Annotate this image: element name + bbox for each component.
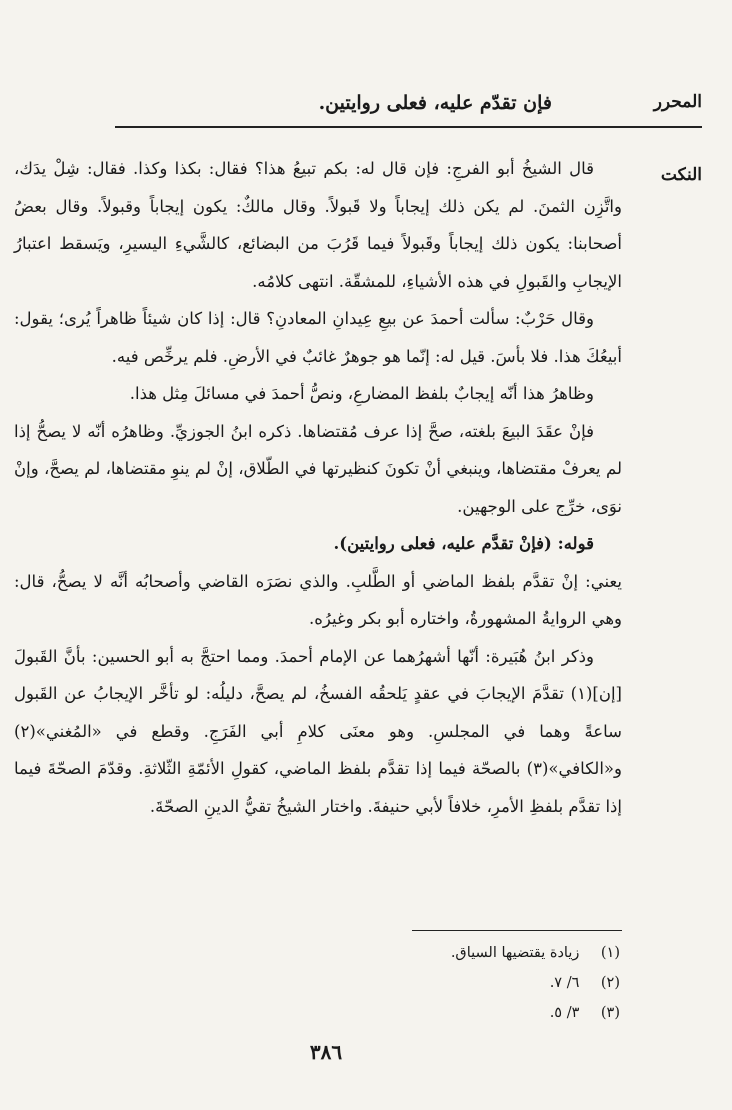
paragraph: وظاهرُ هذا أنّه إيجابٌ بلفظ المضارعِ، ونصُّ أحمدَ في مسائلَ مِثل هذا. [129, 384, 594, 403]
footnote-text: ٣/ ٥. [549, 1005, 580, 1021]
quoted-heading: قوله: (فإنْ تقدَّم عليه، فعلى روايتين). [333, 534, 594, 553]
footnote-rule [412, 930, 622, 931]
footnote-text: ٦/ ٧. [549, 975, 580, 991]
paragraph: فإنْ عقَدَ البيعَ بلغته، صحَّ إذا عرف مُقتضاها. ذكره ابنُ الجوزيِّ. وظاهرُه أنّه لا يصحُّ إذا لم يعرفْ مقتضاها، وينبغي أنْ تكونَ كنظيرتها في الطّلاق، إنْ لم ينوِ مقتضاها، لم يصحَّ، وإنْ نوَى، خرِّج على الوجهين. [14, 421, 622, 516]
footnote-number: (٣) [600, 1005, 620, 1021]
header-rule [115, 126, 702, 128]
side-commentary-label: النكت [660, 165, 702, 185]
footnotes [220, 938, 620, 1028]
header-matn-title: فإن تقدّم عليه، فعلى روايتين. [318, 92, 552, 114]
footnote-number: (١) [600, 945, 620, 961]
body-text [14, 150, 622, 825]
header-book-label: المحرر [653, 92, 702, 112]
paragraph: يعني: إنْ تقدَّم بلفظ الماضي أو الطَّلبِ. والذي نصَرَه القاضي وأصحابُه أنَّه لا يصحُّ، قال: وهي الروايةُ المشهورةُ، واختاره أبو بكر وغيرُه. [14, 571, 622, 628]
footnote-text: زيادة يقتضيها السياق. [450, 945, 580, 961]
footnote-item [220, 938, 620, 968]
paragraph: وقال حَرْبٌ: سألت أحمدَ عن بيعِ عِيدانِ المعادنِ؟ قال: إذا كان شيئاً ظاهراً يُرى؛ يقول: أبيعُكَ هذا. فلا بأسَ. قيل له: إنّما هو جوهرٌ غائبٌ في الأرضِ. فلم يرخِّص فيه. [14, 309, 622, 366]
page-number-text: ٣٨٦ [309, 1040, 343, 1064]
paragraph: قال الشيخُ أبو الفرجِ: فإن قال له: بكم تبيعُ هذا؟ فقال: بكذا وكذا. فقال: شِلْ يدَك، واتَّزِن الثمنَ. لم يكن ذلك إيجاباً ولا قَبولاً. وقال مالكٌ: يكون إيجاباً وقبولاً. وقال بعضُ أصحابنا: يكون ذلك إيجاباً وقَبولاً فيما قَرُبَ من البضائع، كالشَّيءِ اليسيرِ، ويَسقط اعتبارُ الإيجابِ والقَبولِ في هذه الأشياءِ، للمشقّة. انتهى كلامُه. [14, 159, 622, 291]
footnote-item [220, 968, 620, 998]
footnote-item [220, 998, 620, 1028]
footnote-number: (٢) [600, 975, 620, 991]
paragraph: وذكر ابنُ هُبَيرة: أنّها أشهرُهما عن الإمام أحمدَ. ومما احتجَّ به أبو الحسين: بأنَّ القَبولَ [إن](١) تقدَّمَ الإيجابَ في عقدٍ يَلحقُه الفسخُ، لم يصحَّ، دليلُه: لو تأخَّر الإيجابُ عن القَبول ساعةً وهما في المجلسِ. وهو معنَى كلامِ أبي الفَرَجِ. وقطع في «المُغني»(٢) و«الكافي»(٣) بالصحّة فيما إذا تقدَّم بلفظ الماضي، كقولِ الأئمّةِ الثّلاثةِ. وقدّمَ الصحّةَ فيما إذا تقدَّم بلفظِ الأمرِ، خلافاً لأبي حنيفةَ. واختار الشيخُ تقيُّ الدينِ الصحّةَ. [14, 646, 622, 816]
page-number [0, 1040, 732, 1064]
running-header [115, 92, 702, 122]
